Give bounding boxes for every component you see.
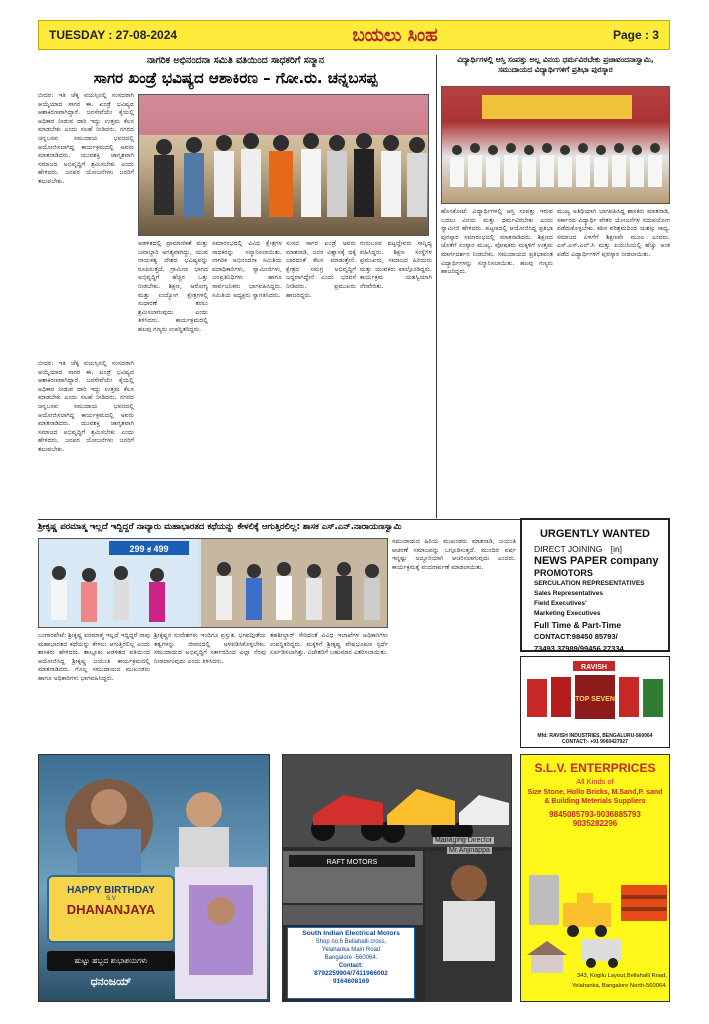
story1-col1b-text: ಬೀದರ: ಇತಿ ಚೆಕ್ಕ ವಯಸ್ಸಿನಲ್ಲಿ ಸಂಸದರಾಗಿ ಆಯ್ಕೆಯಾದ ಸಾಗರ ಈ. ಖಂಡ್ರೆ ಭವಿಷ್ಯದ ಆಶಾಕಿರಣವಾಗಿದ್ದಾರೆ. ಜನಸೇವೆಯೇ ಕೈಯಲ್ಲಿ ಅಧಿಕಾರ ನೀಡುವ ದಾರಿ ಇದ್ದು ಉತ್ತಮ ಕೆಲಸ ಮಾಡಬೇಕು ಎಂದು ಸಲಹೆ ನೀಡಿದರು. ನಗರದ ಚನ್ನಬಸವ ಸಮುದಾಯ ಭವನದಲ್ಲಿ ಆಯೋಜಿಸಲಾಗಿದ್ದ ಕಾರ್ಯಕ್ರಮದಲ್ಲಿ ಅವರು ಮಾತನಾಡಿದರು. ಯುವಶಕ್ತಿ ಜಾಗೃತವಾಗಿ ಸಮಾಜದ ಅಭಿವೃದ್ಧಿಗೆ ಶ್ರಮಿಸಬೇಕು ಎಂದು ಹೇಳಿದರು. ಜನಪರ ಯೋಜನೆಗಳು ಜನರಿಗೆ ತಲುಪಬೇಕು. bbox=[38, 360, 134, 453]
company-addr3: Bangalore -560064. bbox=[324, 955, 378, 961]
slv-items1: Size Stone, Hollo Bricks, M.Sand,P. sand bbox=[527, 789, 663, 796]
slv-phone2[interactable]: 9035282296 bbox=[572, 819, 618, 828]
story3-photo bbox=[38, 538, 388, 628]
shop-sign: RAFT MOTORS bbox=[326, 859, 378, 866]
story3-col2-text: ಶ್ರೀಕೃಷ್ಣನ ಸಂದೇಶಗಳು ಇಂದಿಗೂ ಪ್ರಸ್ತುತ. ಭಗವದ್ಗೀತೆಯ ತತ್ವಗಳನ್ನು ಜೀವನದಲ್ಲಿ ಅಳವಡಿಸಿಕೊಳ್ಳಬೇಕು. ಸಮುದಾಯದ ಅಭಿವೃದ್ಧಿಗೆ ಸರ್ಕಾರದಿಂದ ಎಲ್ಲಾ ನೆರವು ನೀಡಲಾಗುವುದು ಎಂದು ತಿಳಿಸಿದರು. bbox=[154, 632, 266, 665]
happy-birthday-text: HAPPY BIRTHDAY bbox=[67, 885, 155, 896]
story3-col4 bbox=[392, 538, 516, 748]
ad-line-contact1: CONTACT:98450 85793/ bbox=[534, 632, 618, 641]
slv-items2: & Building Meterials Suppliers bbox=[544, 798, 646, 805]
slv-kinds: All Kinds of bbox=[576, 777, 614, 786]
urgently-wanted-ad[interactable] bbox=[520, 518, 670, 652]
house-icon bbox=[527, 941, 567, 973]
story1-col2-text: ಆಡಳಿತದಲ್ಲಿ ಪ್ರಾಮಾಣಿಕತೆ ಮತ್ತು ಜವಾಬ್ದಾರಿ ಅಗತ್ಯವಾಗಿದ್ದು, ಯುವ ನಾಯಕತ್ವ ದೇಶದ ಭವಿಷ್ಯವನ್ನು ರೂಪಿಸುತ್ತದೆ. ಗ್ರಾಮೀಣ ಭಾಗದ ಅಭಿವೃದ್ಧಿಗೆ ಹೆಚ್ಚಿನ ಒತ್ತು ನೀಡಬೇಕು. ಶಿಕ್ಷಣ, ಆರೋಗ್ಯ ಮತ್ತು ಉದ್ಯೋಗ ಕ್ಷೇತ್ರಗಳಲ್ಲಿ ಸುಧಾರಣೆ ತರಲು ಶ್ರಮಿಸಲಾಗುವುದು ಎಂದು ತಿಳಿಸಿದರು. ಕಾರ್ಯಕ್ರಮದಲ್ಲಿ ಹಲವು ಗಣ್ಯರು ಉಪಸ್ಥಿತರಿದ್ದರು. bbox=[138, 240, 208, 333]
in-text: [in] bbox=[610, 544, 623, 554]
story1-headline[interactable]: ಸಾಗರ ಖಂಡ್ರೆ ಭವಿಷ್ಯದ ಆಶಾಕಿರಣ – ಗೋ.ರು. ಚನ್ನಬಸಪ್ಪ bbox=[93, 69, 378, 87]
kannada-name: ಧನಂಜಯ್ bbox=[90, 975, 132, 988]
story2-col2-text: ಮುಖ್ಯ ಅತಿಥಿಯಾಗಿ ಭಾಗವಹಿಸಿದ್ದ ಶಾಸಕರು ಮಾತನಾಡಿ, ಸರ್ಕಾರದ ವಿದ್ಯಾರ್ಥಿ ವೇತನ ಯೋಜನೆಗಳ ಸದುಪಯೋಗ ಪಡೆದುಕೊಳ್ಳಬೇಕು. ಕಠಿಣ ಪರಿಶ್ರಮದಿಂದ ಯಶಸ್ಸು ಸಾಧ್ಯ. ಸಮಾಜದ ಏಳಿಗೆಗೆ ಶಿಕ್ಷಣವೇ ಮೂಲ ಎಂದರು. ಎಸ್.ಎಸ್.ಎಲ್.ಸಿ ಮತ್ತು ಪಿಯುಸಿಯಲ್ಲಿ ಹೆಚ್ಚು ಅಂಕ ಪಡೆದ ವಿದ್ಯಾರ್ಥಿಗಳಿಗೆ ಪುರಸ್ಕಾರ ನೀಡಲಾಯಿತು. bbox=[557, 208, 670, 258]
story1-col1-text: ಬೀದರ: ಇತಿ ಚೆಕ್ಕ ವಯಸ್ಸಿನಲ್ಲಿ ಸಂಸದರಾಗಿ ಆಯ್ಕೆಯಾದ ಸಾಗರ ಈ. ಖಂಡ್ರೆ ಭವಿಷ್ಯದ ಆಶಾಕಿರಣವಾಗಿದ್ದಾರೆ. ಜನಸೇವೆಯೇ ಕೈಯಲ್ಲಿ ಅಧಿಕಾರ ನೀಡುವ ದಾರಿ ಇದ್ದು ಉತ್ತಮ ಕೆಲಸ ಮಾಡಬೇಕು ಎಂದು ಸಲಹೆ ನೀಡಿದರು. ನಗರದ ಚನ್ನಬಸವ ಸಮುದಾಯ ಭವನದಲ್ಲಿ ಆಯೋಜಿಸಲಾಗಿದ್ದ ಕಾರ್ಯಕ್ರಮದಲ್ಲಿ ಅವರು ಮಾತನಾಡಿದರು. ಯುವಶಕ್ತಿ ಜಾಗೃತವಾಗಿ ಸಮಾಜದ ಅಭಿವೃದ್ಧಿಗೆ ಶ್ರಮಿಸಬೇಕು ಎಂದು ಹೇಳಿದರು. ಜನಪರ ಯೋಜನೆಗಳು ಜನರಿಗೆ ತಲುಪಬೇಕು. bbox=[38, 92, 134, 185]
electric-motors-ad[interactable] bbox=[282, 754, 512, 1002]
story1-photo bbox=[138, 94, 429, 236]
story3-col3-text: ತಹಶೀಲ್ದಾರ್ ಸೇರಿದಂತೆ ವಿವಿಧ ಇಲಾಖೆಗಳ ಅಧಿಕಾರಿಗಳು ಉಪಸ್ಥಿತರಿದ್ದರು. ಮಕ್ಕಳಿಗೆ ಶ್ರೀಕೃಷ್ಣ ವೇಷಭೂಷಣ ಸ್ಪರ್ಧೆ ಏರ್ಪಡಿಸಲಾಗಿತ್ತು. ವಿಜೇತರಿಗೆ ಬಹುಮಾನ ವಿತರಿಸಲಾಯಿತು. bbox=[270, 632, 388, 657]
story3-col1 bbox=[38, 632, 150, 748]
md-title: Managing Director bbox=[435, 837, 493, 844]
ad-title: URGENTLY WANTED bbox=[539, 528, 650, 540]
story1-col4-text: ಸಂಸದ ಸಾಗರ ಖಂಡ್ರೆ ಅವರು ಮಾತನಾಡಿ, ಜನರ ವಿಶ್ವಾಸಕ್ಕೆ ಧಕ್ಕೆ ಬಾರದಂತೆ ಕೆಲಸ ಮಾಡುತ್ತೇನೆ. ಕ್ಷೇತ್ರದ ಸಮಗ್ರ ಅಭಿವೃದ್ಧಿಗೆ ಬದ್ಧನಾಗಿದ್ದೇನೆ ಎಂದು ಭರವಸೆ ನೀಡಿದರು. ಪ್ರಮುಖರು ಹಾಜರಿದ್ದರು. bbox=[286, 240, 356, 299]
ad-line-direct bbox=[534, 543, 668, 555]
kannada-wish: ಹುಟ್ಟು ಹಬ್ಬದ ಶುಭಾಶಯಗಳು bbox=[47, 951, 175, 971]
ad-line-contact2: 73493 37989/99456 27334 bbox=[534, 644, 624, 653]
story3-col1-text: ಬಂಗಾರಪೇಟೆ: ಶ್ರೀಕೃಷ್ಣ ಪರಮಾತ್ಮ ಇಲ್ಲದೆ ಇದ್ದಿದ್ದರೆ ನಾವು ಮಹಾಭಾರತದ ಕಥೆಯನ್ನು ಕೇಳಲು ಆಗುತ್ತಿರಲಿಲ್ಲ ಎಂದು ಶಾಸಕರು ಹೇಳಿದರು. ತಾಲ್ಲೂಕು ಆಡಳಿತದ ವತಿಯಿಂದ ಆಯೋಜಿಸಿದ್ದ ಶ್ರೀಕೃಷ್ಣ ಜಯಂತಿ ಕಾರ್ಯಕ್ರಮದಲ್ಲಿ ಮಾತನಾಡಿದರು. ಗೊಲ್ಲ ಸಮುದಾಯದ ಮುಖಂಡರು ಹಾಗೂ ಅಧಿಕಾರಿಗಳು ಭಾಗವಹಿಸಿದ್ದರು. bbox=[38, 632, 150, 682]
story1-kicker: ನಾಗರಿಕ ಅಭಿನಂದನಾ ಸಮಿತಿ ವತಿಯಿಂದ ಸಾಧಕರಿಗೆ ಸನ್ಮಾನ bbox=[147, 55, 324, 66]
story1-col3 bbox=[212, 240, 282, 516]
slv-addr2: Yelahanka, Bangalore North-560064. bbox=[571, 983, 667, 989]
photo-banner-text: 299 ಕ 499 bbox=[129, 544, 169, 554]
md-name: Mr.Anjinappa bbox=[449, 847, 490, 854]
story1-col4 bbox=[286, 240, 356, 516]
phone1[interactable]: 8792259904/7411966002 bbox=[314, 970, 388, 977]
group-photo-svg bbox=[442, 87, 670, 204]
company-card bbox=[287, 927, 415, 999]
masthead bbox=[38, 20, 670, 50]
slv-phone1[interactable]: 9845085793-9036885793 bbox=[549, 810, 641, 819]
company-addr1: Shop no:6 Bellahalli cross, bbox=[315, 939, 387, 945]
contact-label: Contact: bbox=[338, 963, 364, 969]
ad-line-fulltime: Full Time & Part-Time bbox=[534, 620, 622, 630]
story1-col1b bbox=[38, 360, 134, 516]
story1-col1 bbox=[38, 92, 134, 357]
newspaper-title: ಬಯಲು ಸಿಂಹ bbox=[352, 24, 438, 46]
story3-col3 bbox=[270, 632, 388, 748]
page-number: Page : 3 bbox=[612, 28, 659, 42]
story2-col1 bbox=[441, 208, 553, 516]
ravish-footer1: Mfd: RAVISH INDUSTRIES, BENGALURU-560064 bbox=[537, 733, 653, 739]
story2-col1-text: ಹೊಸಕೋಟೆ: ವಿದ್ಯಾರ್ಥಿಗಳಲ್ಲಿ ಆಸ್ತಿ ಸಂಪತ್ತು ಇರುವ ಬದಲು ವಿನಯ ಮತ್ತು ಧರ್ಮವಿರಬೇಕು ಎಂದು ಸ್ವಾಮೀಜಿ ಹೇಳಿದರು. ಪಟ್ಟಣದಲ್ಲಿ ಆಯೋಜಿಸಿದ್ದ ಪ್ರತಿಭಾ ಪುರಸ್ಕಾರ ಸಮಾರಂಭದಲ್ಲಿ ಮಾತನಾಡಿದರು. ಶಿಕ್ಷಣದ ಜೊತೆಗೆ ಸಂಸ್ಕಾರ ಮುಖ್ಯ. ಪೋಷಕರು ಮಕ್ಕಳಿಗೆ ಉತ್ತಮ ಮಾರ್ಗದರ್ಶನ ನೀಡಬೇಕು. ಸಮುದಾಯದ ಪ್ರತಿಭಾವಂತ ವಿದ್ಯಾರ್ಥಿಗಳನ್ನು ಸನ್ಮಾನಿಸಲಾಯಿತು. ಹಲವು ಗಣ್ಯರು ಹಾಜರಿದ್ದರು. bbox=[441, 208, 553, 276]
birthday-ad[interactable] bbox=[38, 754, 270, 1002]
story1-col2 bbox=[138, 240, 208, 516]
ravish-ad[interactable] bbox=[520, 656, 670, 748]
direct-joining-text: DIRECT JOINING bbox=[534, 544, 603, 554]
phone2[interactable]: 9164608169 bbox=[332, 978, 370, 985]
slv-addr1: 343, Kogilu Layout,Bellahalli Road, bbox=[577, 973, 667, 979]
birthday-name: DHANANJAYA bbox=[66, 902, 156, 917]
company-addr2: Yelahanka Main Road bbox=[321, 947, 381, 953]
column-divider bbox=[436, 55, 437, 518]
ravish-product: TOP SEVEN bbox=[575, 696, 615, 703]
story2-photo bbox=[441, 86, 670, 204]
initials-text: S.V bbox=[106, 896, 116, 902]
issue-date: TUESDAY : 27-08-2024 bbox=[49, 28, 178, 42]
ad-line-sales: Sales Representatives bbox=[534, 590, 604, 597]
event-photo-svg bbox=[39, 539, 388, 628]
ravish-footer2: CONTACT:- +91 9060427927 bbox=[562, 739, 628, 745]
ravish-brand: RAVISH bbox=[581, 664, 607, 671]
story2-col2 bbox=[557, 208, 670, 516]
story3-col2 bbox=[154, 632, 266, 748]
story1-col5-text: ಗುರುಬಸವ ಪಟ್ಟದ್ದೇವರು ಸಾನ್ನಿಧ್ಯ ವಹಿಸಿದ್ದರು. ಶಿಕ್ಷಣ ಸಂಸ್ಥೆಗಳ ಪ್ರಮುಖರು, ಸಮಾಜದ ಹಿರಿಯರು ಮತ್ತು ಯುವಕರು ಪಾಲ್ಗೊಂಡಿದ್ದರು. ಕಾರ್ಯಕ್ರಮ ಯಶಸ್ವಿಯಾಗಿ ನೆರವೇರಿತು. bbox=[360, 240, 432, 290]
ad-line-promotors: PROMOTORS bbox=[534, 568, 593, 578]
ad-line-marketing: Marketing Executives bbox=[534, 610, 601, 617]
ad-line-field: Field Executives' bbox=[534, 600, 587, 607]
story2-kicker[interactable]: ವಿದ್ಯಾರ್ಥಿಗಳಲ್ಲಿ ಆಸ್ತಿ ಸಂಪತ್ತು ಅಲ್ಲ ವಿನಯ ಧರ್ಮವಿರಬೇಕು ಪ್ರಜಾವಂದನಾಸ್ವಾಮಿ, ಸಮುದಾಯದ ವಿದ್ಯಾರ್ಥಿಗಳಿಗೆ ಪ್ರತಿಭಾ ಪುರಸ್ಕಾರ bbox=[457, 55, 654, 74]
truck-icon bbox=[521, 855, 670, 975]
ad-line-company: NEWS PAPER company bbox=[534, 555, 659, 567]
product-pack-icon bbox=[521, 657, 671, 729]
slv-title: S.L.V. ENTERPRICES bbox=[534, 761, 656, 775]
slv-enterprices-ad[interactable] bbox=[520, 754, 670, 1002]
company-name: South Indian Electrical Motors bbox=[302, 930, 400, 937]
ad-line-serculation: SERCULATION REPRESENTATIVES bbox=[534, 580, 645, 587]
story3-headline[interactable]: ಶ್ರೀಕೃಷ್ಣ ಪರಮಾತ್ಮ ಇಲ್ಲದೆ ಇದ್ದಿದ್ದರೆ ನಾವ್ಯಾರು ಮಹಾಭಾರತದ ಕಥೆಯನ್ನು ಕೇಳಲಿಕ್ಕೆ ಆಗುತ್ತಿರಲಿಲ್ಲ: ಶಾಸಕ ಎಸ್.ಎನ್.ನಾರಾಯಣಸ್ವಾಮಿ bbox=[38, 522, 402, 532]
happy-birthday-banner bbox=[47, 875, 175, 943]
story1-col5 bbox=[360, 240, 432, 516]
people-photo-svg bbox=[139, 95, 429, 236]
story1-col3-text: ಸಮಾರಂಭದಲ್ಲಿ ವಿವಿಧ ಕ್ಷೇತ್ರಗಳ ಸಾಧಕರನ್ನು ಸನ್ಮಾನಿಸಲಾಯಿತು. ನಾಗರಿಕ ಅಭಿನಂದನಾ ಸಮಿತಿಯ ಪದಾಧಿಕಾರಿಗಳು, ಸ್ವಾಮೀಜಿಗಳು, ಜನಪ್ರತಿನಿಧಿಗಳು ಹಾಗೂ ಸಾರ್ವಜನಿಕರು ಭಾಗವಹಿಸಿದ್ದರು. ಸಮಿತಿಯ ಅಧ್ಯಕ್ಷರು ಸ್ವಾಗತಿಸಿದರು. bbox=[212, 240, 282, 299]
story3-col4-text: ಸಮುದಾಯದ ಹಿರಿಯ ಮುಖಂಡರು ಮಾತನಾಡಿ, ಜಯಂತಿ ಆಚರಣೆ ಸಮಾಜವನ್ನು ಒಗ್ಗೂಡಿಸುತ್ತದೆ. ಮುಂದಿನ ವರ್ಷ ಇನ್ನಷ್ಟು ಅದ್ದೂರಿಯಾಗಿ ಆಚರಿಸಲಾಗುವುದು ಎಂದರು. ಕಾರ್ಯಕ್ರಮಕ್ಕೆ ವಂದನಾರ್ಪಣೆ ಮಾಡಲಾಯಿತು. bbox=[392, 538, 516, 571]
